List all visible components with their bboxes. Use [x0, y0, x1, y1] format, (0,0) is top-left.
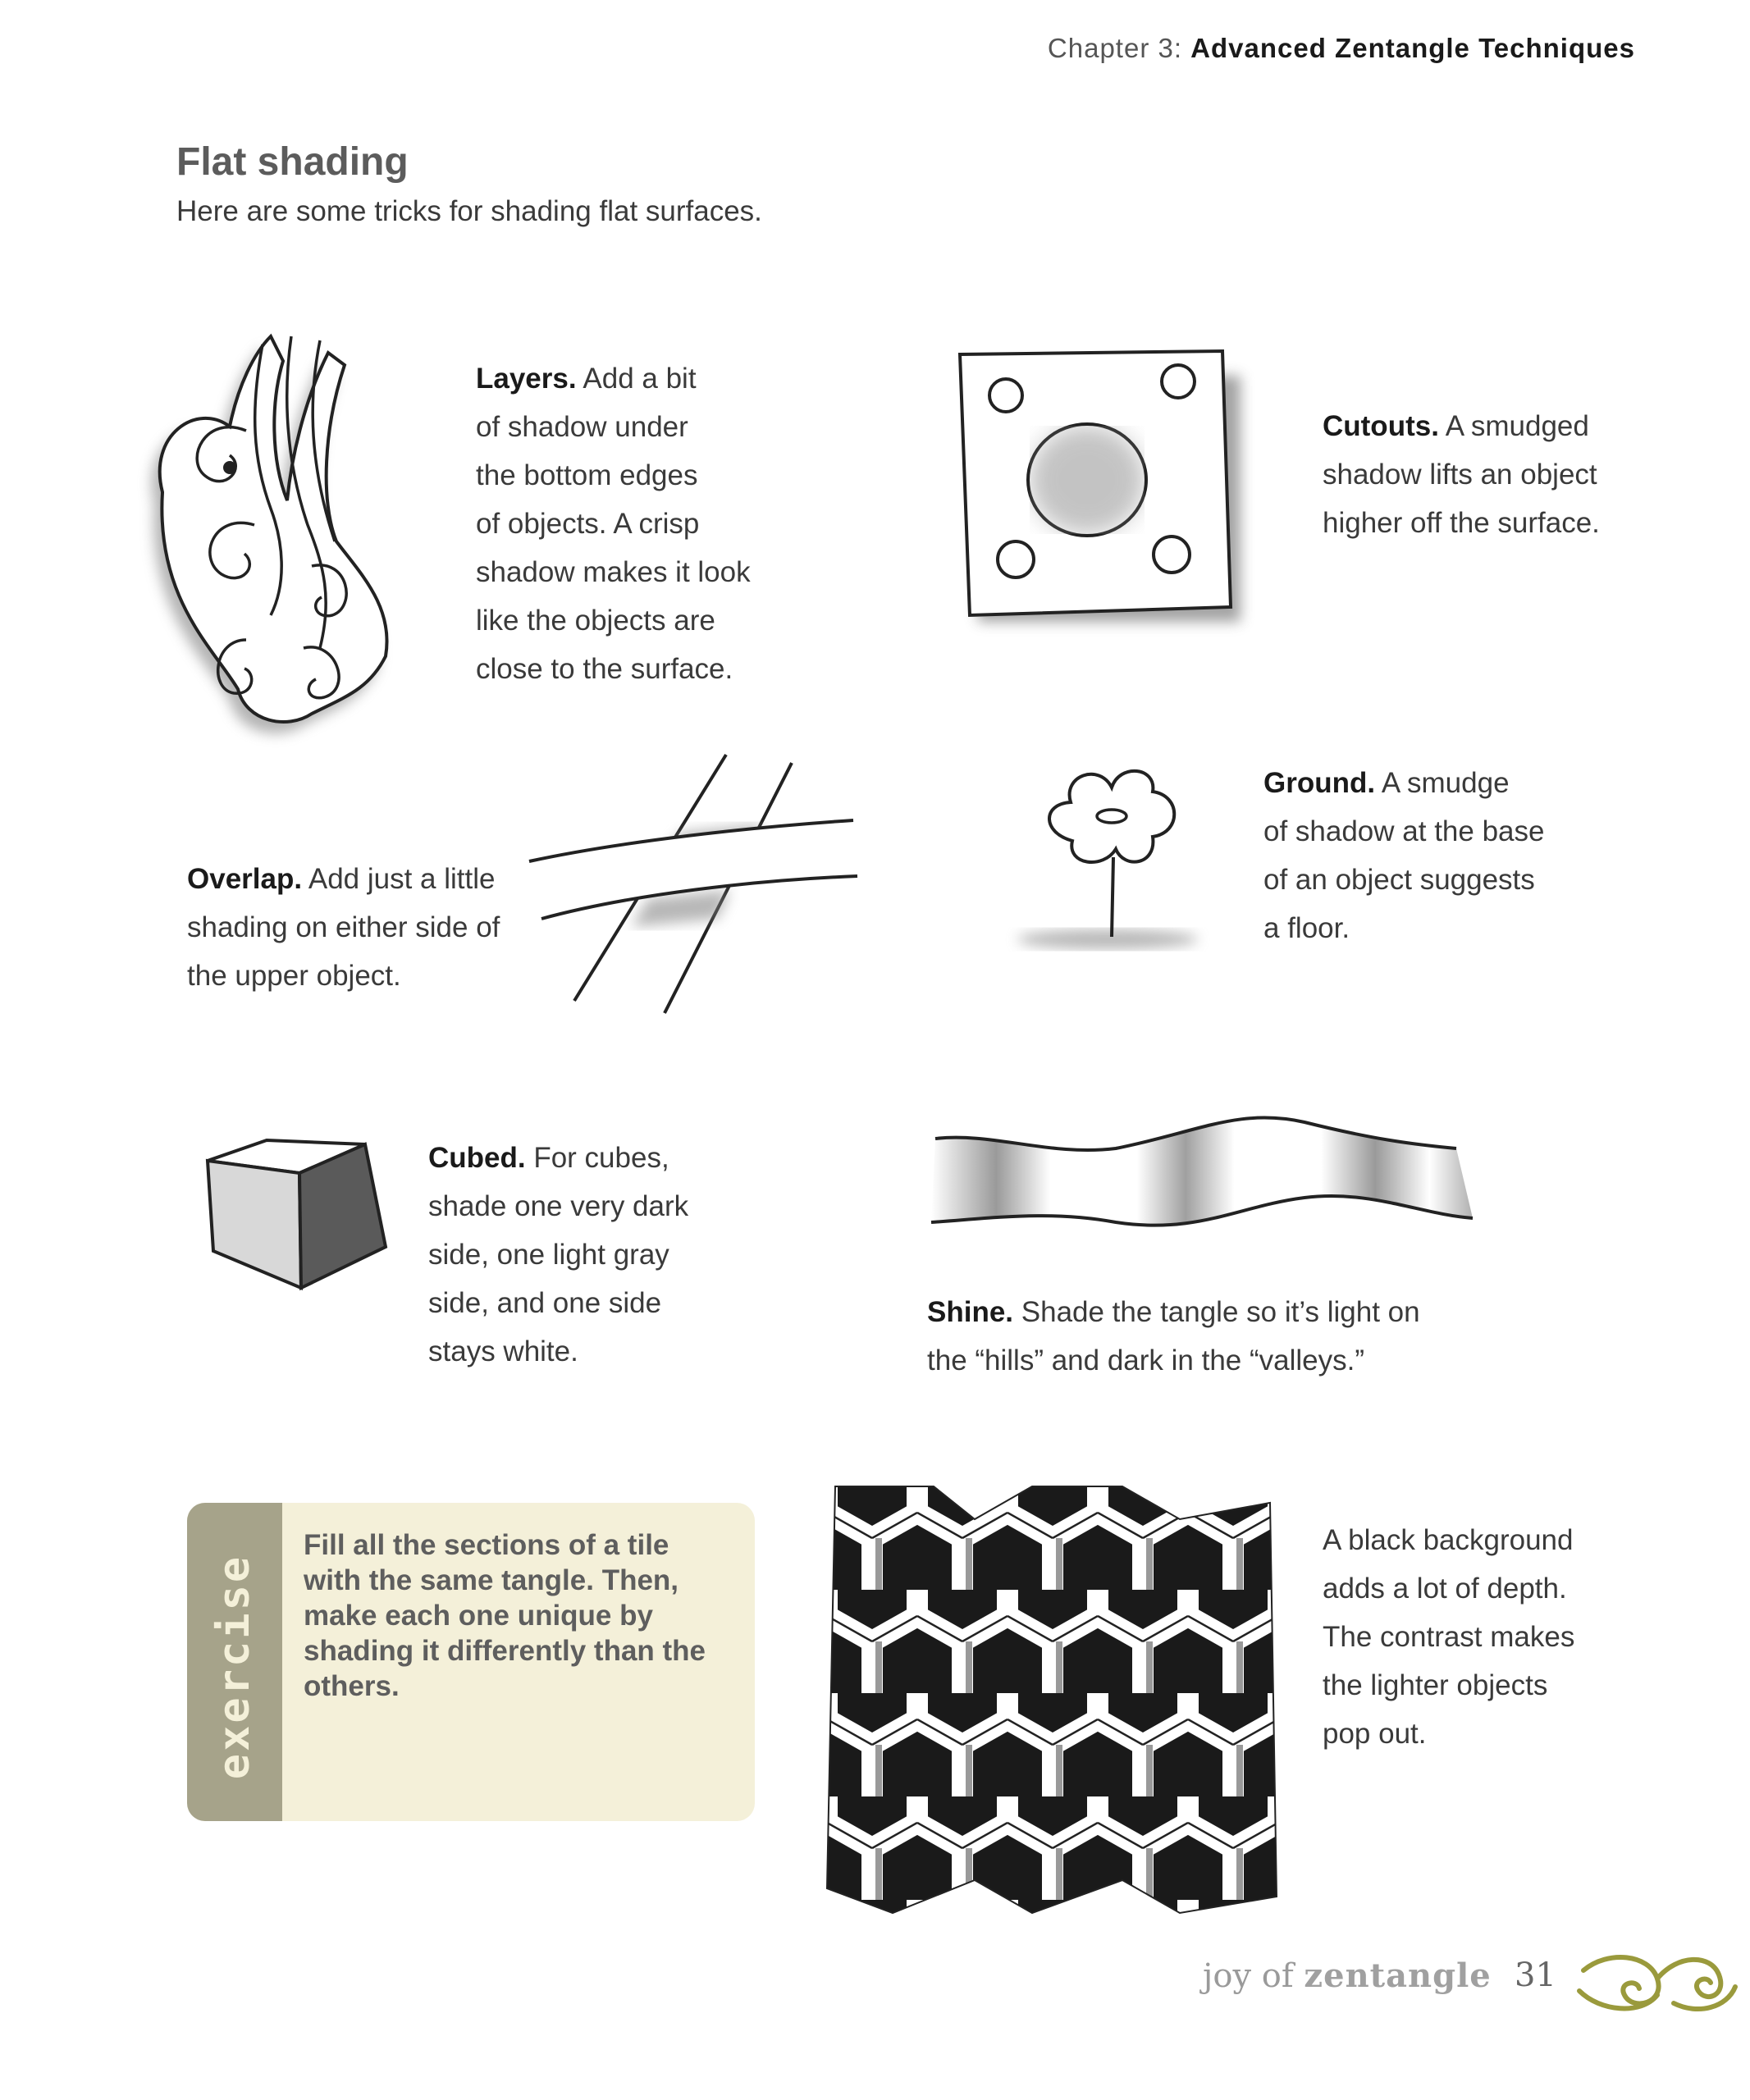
page-number: 31 — [1515, 1956, 1556, 1994]
cubed-line-2: shade one very dark — [428, 1190, 689, 1222]
footer-ornament-icon — [1575, 1946, 1739, 2020]
ground-term: Ground. — [1263, 767, 1376, 799]
layers-line-3: the bottom edges — [476, 459, 698, 491]
cubed-line-3: side, one light gray — [428, 1239, 669, 1271]
cutouts-line-1: A smudged — [1438, 410, 1589, 442]
black-background-line-2: adds a lot of depth. — [1323, 1573, 1567, 1605]
cutouts-line-2: shadow lifts an object — [1323, 459, 1597, 491]
shine-caption — [927, 1288, 1420, 1385]
layers-line-6: like the objects are — [476, 605, 715, 637]
ground-line-3: of an object suggests — [1263, 864, 1535, 896]
chapter-title: Advanced Zentangle Techniques — [1190, 33, 1635, 63]
footer-book-name: zentangle — [1304, 1956, 1492, 1995]
section-title: Flat shading — [176, 140, 409, 184]
cubed-line-4: side, and one side — [428, 1287, 662, 1319]
cutouts-line-3: higher off the surface. — [1323, 507, 1600, 539]
cutouts-term: Cutouts. — [1323, 410, 1439, 442]
shine-line-2: the “hills” and dark in the “valleys.” — [927, 1344, 1364, 1376]
cubed-caption — [428, 1134, 688, 1376]
exercise-box — [187, 1503, 755, 1821]
layers-illustration — [148, 336, 427, 746]
black-background-line-1: A black background — [1323, 1524, 1574, 1556]
overlap-line-3: the upper object. — [187, 960, 401, 992]
ground-line-4: a floor. — [1263, 912, 1350, 944]
layers-line-4: of objects. A crisp — [476, 508, 700, 540]
footer-book-prefix: joy of — [1203, 1957, 1294, 1995]
cutouts-caption — [1323, 402, 1600, 547]
exercise-label: exercise — [210, 1554, 259, 1780]
layers-line-1: Add a bit — [576, 363, 697, 395]
overlap-caption — [187, 855, 500, 1000]
overlap-term: Overlap. — [187, 863, 303, 895]
layers-line-7: close to the surface. — [476, 653, 733, 685]
shine-illustration — [927, 1099, 1477, 1239]
layers-line-2: of shadow under — [476, 411, 688, 443]
layers-line-5: shadow makes it look — [476, 556, 751, 588]
section-intro: Here are some tricks for shading flat surfaces. — [176, 195, 762, 227]
cubed-line-1: For cubes, — [525, 1142, 669, 1174]
cubed-illustration — [201, 1136, 398, 1296]
black-background-illustration — [827, 1486, 1278, 1913]
layers-caption — [476, 354, 751, 693]
overlap-line-2: shading on either side of — [187, 911, 500, 943]
black-background-line-3: The contrast makes — [1323, 1621, 1575, 1653]
ground-illustration — [1013, 755, 1210, 960]
cubed-term: Cubed. — [428, 1142, 526, 1174]
overlap-illustration — [525, 755, 870, 1017]
shine-term: Shine. — [927, 1296, 1014, 1328]
layers-term: Layers. — [476, 363, 577, 395]
exercise-text: Fill all the sections of a tile with the same tangle. Then, make each one unique by shading it differently than the others. — [304, 1529, 706, 1702]
black-background-line-4: the lighter objects — [1323, 1669, 1548, 1701]
overlap-line-1: Add just a little — [302, 863, 496, 895]
running-head — [1048, 33, 1635, 64]
ground-line-2: of shadow at the base — [1263, 815, 1545, 847]
cubed-line-5: stays white. — [428, 1335, 578, 1367]
exercise-band — [187, 1503, 282, 1821]
cutouts-illustration — [952, 345, 1247, 623]
ground-line-1: A smudge — [1375, 767, 1510, 799]
black-background-caption — [1323, 1516, 1574, 1758]
footer-book-title — [1203, 1956, 1492, 1995]
black-background-line-5: pop out. — [1323, 1718, 1427, 1750]
shine-line-1: Shade the tangle so it’s light on — [1013, 1296, 1420, 1328]
ground-caption — [1263, 759, 1544, 952]
chapter-prefix: Chapter 3: — [1047, 33, 1182, 63]
